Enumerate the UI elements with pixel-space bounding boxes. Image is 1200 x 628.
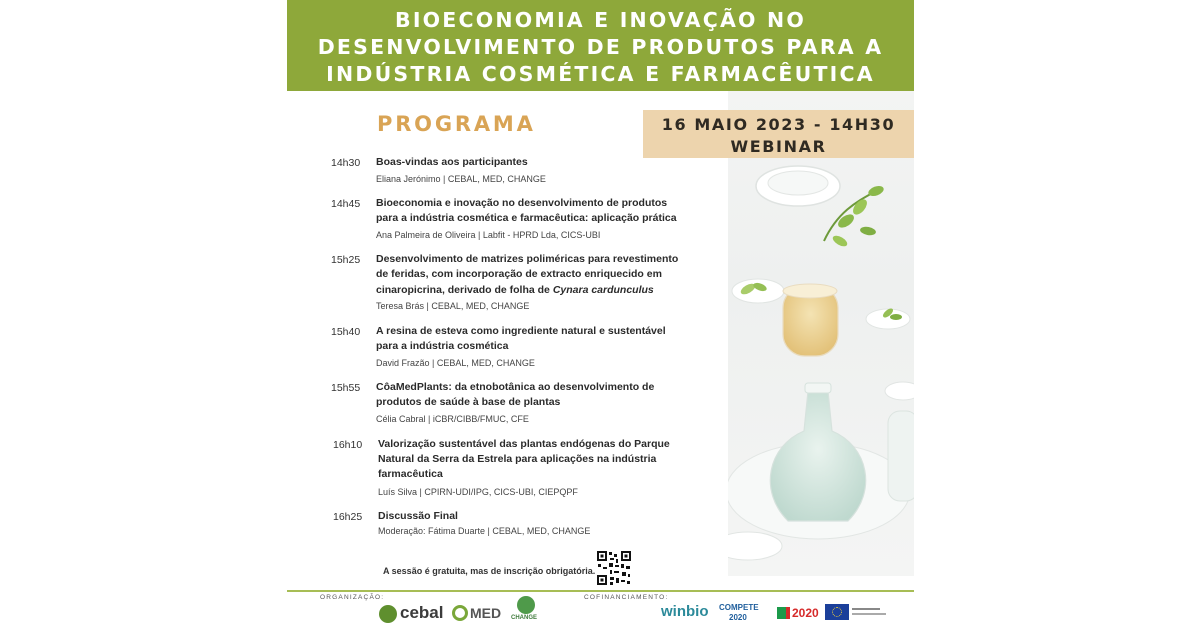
med-circle-icon [452, 605, 468, 621]
cebal-leaf-icon [379, 605, 397, 623]
session-title: CôaMedPlants: da etnobotânica ao desenvolvimento de [376, 381, 655, 393]
session-speaker: Ana Palmeira de Oliveira | Labfit - HPRD Lda, CICS-UBI [376, 230, 601, 240]
footer-divider [287, 590, 914, 592]
session-title: para a indústria cosmética [376, 340, 509, 352]
registration-note: A sessão é gratuita, mas de inscrição obrigatória. [383, 566, 596, 576]
session-title: Boas-vindas aos participantes [376, 156, 528, 168]
organization-label: ORGANIZAÇÃO: [320, 594, 385, 601]
session-time: 15h55 [331, 382, 361, 394]
session-title: Bioeconomia e inovação no desenvolvimento de produtos [376, 197, 668, 209]
program-heading: PROGRAMA [377, 112, 536, 136]
title-line-3: INDÚSTRIA COSMÉTICA E FARMACÊUTICA [326, 62, 875, 86]
eu-stars-icon [832, 607, 842, 617]
session-time: 16h10 [333, 439, 363, 451]
compete-year: 2020 [729, 613, 747, 622]
session-time: 15h25 [331, 254, 361, 266]
cebal-logo [379, 603, 443, 625]
session-speaker: Célia Cabral | iCBR/CIBB/FMUC, CFE [376, 414, 529, 424]
eu-text-line-2 [852, 613, 886, 615]
portugal2020-year: 2020 [792, 606, 819, 620]
session-title: produtos de saúde à base de plantas [376, 396, 561, 408]
session-speaker: David Frazão | CEBAL, MED, CHANGE [376, 358, 535, 368]
winbio-logo: winbio [661, 603, 709, 620]
lab-glassware-photo [728, 91, 914, 576]
portugal2020-logo [777, 603, 819, 625]
session-title: A resina de esteva como ingrediente natural e sustentável [376, 325, 666, 337]
session-speaker: Luís Silva | CPIRN-UDI/IPG, CICS-UBI, CIEPQPF [378, 487, 578, 497]
session-time: 14h45 [331, 198, 361, 210]
session-title-text: cinaropicrina, derivado de folha de [376, 284, 550, 296]
session-title: para a indústria cosmética e farmacêutica: aplicação prática [376, 212, 677, 224]
session-title: Valorização sustentável das plantas endógenas do Parque [378, 438, 670, 450]
session-title: de feridas, com incorporação de extracto enriquecido em [376, 268, 662, 280]
portugal-flag-red-icon [786, 607, 790, 619]
eu-fund-text [852, 606, 888, 620]
event-format: WEBINAR [730, 137, 827, 156]
event-date-time: 16 MAIO 2023 - 14H30 [661, 115, 896, 134]
session-title [376, 283, 654, 298]
session-speaker: Eliana Jerónimo | CEBAL, MED, CHANGE [376, 174, 546, 184]
session-time: 16h25 [333, 511, 363, 523]
change-wordmark: CHANGE [511, 615, 538, 621]
title-banner [287, 0, 914, 91]
session-title: Natural da Serra da Estrela para aplicações na indústria [378, 453, 657, 465]
compete-wordmark: COMPETE [719, 603, 759, 612]
session-time: 14h30 [331, 157, 361, 169]
change-globe-icon [517, 596, 535, 614]
session-time: 15h40 [331, 326, 361, 338]
session-speaker: Moderação: Fátima Duarte | CEBAL, MED, CHANGE [378, 526, 591, 536]
event-poster [287, 0, 914, 628]
med-wordmark: MED [470, 605, 502, 621]
portugal-flag-green-icon [777, 607, 786, 619]
glassware-illustration [728, 91, 914, 576]
title-line-2: DESENVOLVIMENTO DE PRODUTOS PARA A [317, 35, 884, 59]
registration-qr-code[interactable] [596, 550, 632, 586]
title-line-1: BIOECONOMIA E INOVAÇÃO NO [395, 8, 806, 32]
eu-flag-logo [825, 604, 849, 620]
eu-text-line-1 [852, 608, 880, 610]
med-logo [452, 603, 507, 625]
change-logo [511, 596, 541, 626]
compete2020-logo [719, 603, 763, 625]
session-title: Desenvolvimento de matrizes poliméricas para revestimento [376, 253, 679, 265]
cebal-wordmark: cebal [400, 603, 444, 622]
session-title: Discussão Final [378, 510, 458, 522]
funding-label: COFINANCIAMENTO: [584, 594, 669, 601]
session-title: farmacêutica [378, 468, 443, 480]
session-speaker: Teresa Brás | CEBAL, MED, CHANGE [376, 301, 530, 311]
species-name: Cynara cardunculus [552, 284, 654, 296]
